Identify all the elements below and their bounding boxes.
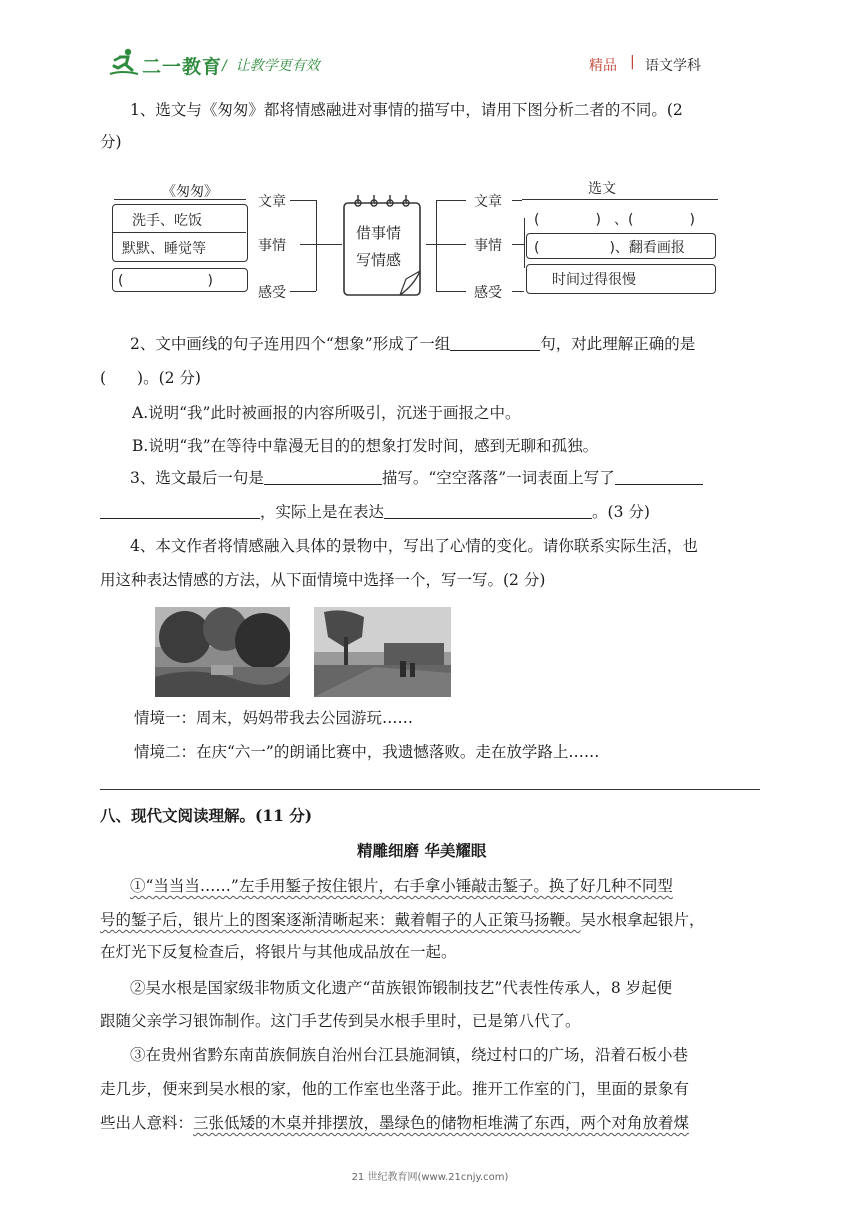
diagram-right-row1a: ( )	[534, 212, 601, 228]
street-scene-image	[314, 607, 451, 697]
p1-line1	[130, 874, 673, 898]
slogan: / 让教学更有效	[222, 58, 320, 74]
diagram-left-row2: 默默、睡觉等	[122, 241, 206, 257]
q4-scene2: 情境二：在庆“六一”的朗诵比赛中，我遗憾落败。走在放学路上……	[134, 743, 600, 761]
q2-line1-part-b: 句，对此理解正确的是	[540, 335, 696, 353]
p2-line2: 跟随父亲学习银饰制作。这门手艺传到吴水根手里时，已是第八代了。	[100, 1012, 581, 1030]
diagram-left-row1: 洗手、吃饭	[132, 213, 202, 229]
footer-text: 21 世纪教育网(www.21cnjy.com)	[351, 1172, 509, 1183]
q3-blank-1[interactable]	[264, 466, 382, 485]
q1-line2: 分)	[100, 133, 122, 151]
diagram-left-top: 《匆匆》	[162, 184, 218, 200]
diagram-left-row3: ( )	[118, 273, 213, 289]
q2-line2: ( )。(2 分)	[100, 369, 201, 387]
q3-blank-4[interactable]	[384, 500, 592, 519]
p3-line2: 走几步，便来到吴水根的家，他的工作室也坐落于此。推开工作室的门，里面的景象有	[100, 1080, 690, 1098]
q3-line2-part-a: ，实际上是在表达	[260, 503, 385, 521]
diagram-label-event-left: 事情	[258, 238, 286, 254]
diagram-right-row3: 时间过得很慢	[552, 272, 636, 288]
p3-line1: ③在贵州省黔东南苗族侗族自治州台江县施洞镇，绕过村口的广场，沿着石板小巷	[130, 1046, 689, 1064]
diagram-right-top: 选文	[588, 181, 616, 197]
q2-option-b: B.说明“我”在等待中靠漫无目的的想象打发时间，感到无聊和孤独。	[132, 437, 599, 455]
diagram-label-event-right: 事情	[474, 238, 502, 254]
diagram-right-row1b: 、( )	[614, 212, 695, 228]
q3-line1-part-b: 描写。“空空落落”一词表面上写了	[381, 469, 615, 487]
park-scene-image	[155, 607, 290, 697]
q4-line1: 4、本文作者将情感融入具体的景物中，写出了心情的变化。请你联系实际生活，也	[130, 537, 698, 555]
q2-option-a: A.说明“我”此时被画报的内容所吸引，沉迷于画报之中。	[132, 404, 521, 422]
diagram-label-article-left: 文章	[258, 194, 286, 210]
p3-line3	[100, 1111, 689, 1135]
q2-answer-blank[interactable]	[450, 332, 540, 351]
p3-line3-part-a: 些出人意料：	[100, 1114, 194, 1132]
diagram-center-line1: 借事情	[356, 224, 402, 242]
q2-line1-part-a: 2、文中画线的句子连用四个“想象”形成了一组	[130, 335, 451, 353]
section-divider	[100, 789, 760, 790]
p2-line1: ②吴水根是国家级非物质文化遗产“苗族银饰锻制技艺”代表性传承人，8 岁起便	[130, 979, 673, 997]
diagram-center-line2: 写情感	[356, 251, 402, 269]
diagram-label-article-right: 文章	[474, 194, 502, 210]
passage-title: 精雕细磨 华美耀眼	[357, 841, 487, 860]
section8-heading: 八、现代文阅读理解。(11 分)	[100, 806, 313, 825]
diagram-label-feeling-left: 感受	[258, 285, 286, 301]
diagram-right-row2: ( )、翻看画报	[534, 240, 685, 256]
q3-line1	[130, 466, 703, 490]
p1-line3: 在灯光下反复检查后，将银片与其他成品放在一起。	[100, 943, 457, 961]
q1-line1: 1、选文与《匆匆》都将情感融进对事情的描写中，请用下图分析二者的不同。(2	[130, 101, 683, 119]
p3-line3-underlined: 三张低矮的木桌并排摆放，墨绿色的储物柜堆满了东西，两个对角放着煤	[193, 1114, 690, 1132]
q2-line1	[130, 332, 695, 356]
q3-line2-part-b: 。(3 分)	[592, 503, 650, 521]
q3-blank-3[interactable]	[100, 500, 260, 519]
p1-line1-underlined: ①“当当当……”左手用錾子按住银片，右手拿小锤敲击錾子。换了好几种不同型	[130, 877, 673, 895]
header-separator: |	[630, 54, 635, 70]
p1-line2-rest: 吴水根拿起银片，	[580, 911, 705, 929]
p1-line2	[100, 908, 705, 932]
q3-blank-2[interactable]	[615, 466, 703, 485]
p1-line2-underlined: 号的錾子后，银片上的图案逐渐清晰起来：戴着帽子的人正策马扬鞭。	[100, 911, 581, 929]
logo-text: 二一教育	[142, 56, 223, 78]
q4-line2: 用这种表达情感的方法，从下面情境中选择一个，写一写。(2 分)	[100, 571, 546, 589]
runner-logo-icon	[108, 46, 140, 78]
q3-line1-part-a: 3、选文最后一句是	[130, 469, 264, 487]
subject-label: 语文学科	[645, 58, 701, 74]
q4-scene1: 情境一：周末，妈妈带我去公园游玩……	[134, 709, 414, 727]
diagram-label-feeling-right: 感受	[474, 285, 502, 301]
q3-line2	[100, 500, 650, 524]
calendar-icon	[340, 193, 426, 299]
quality-label: 精品	[589, 58, 617, 74]
